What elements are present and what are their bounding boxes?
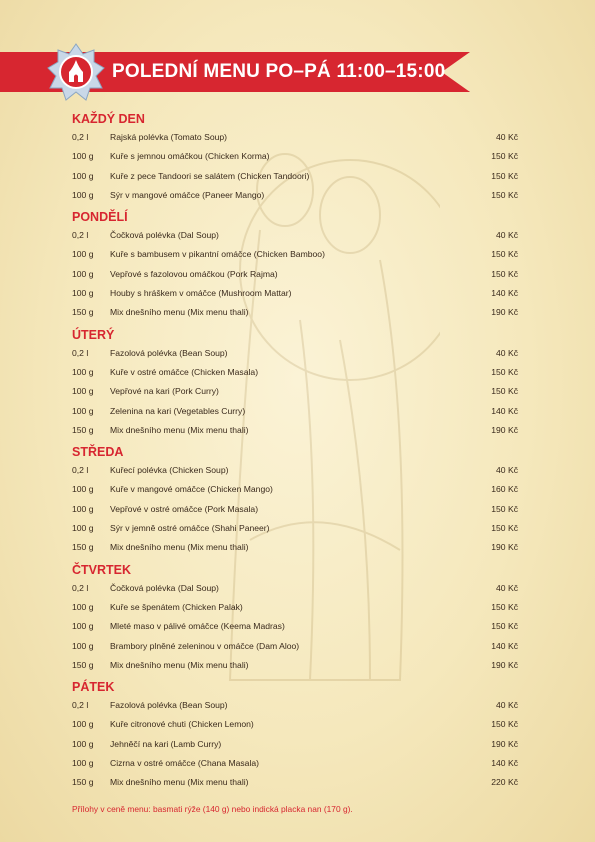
item-name: Kuře se špenátem (Chicken Palak) — [110, 601, 243, 612]
item-name: Kuře v mangové omáčce (Chicken Mango) — [110, 484, 273, 495]
day-heading: STŘEDA — [72, 445, 124, 460]
item-price: 150 Kč — [491, 386, 518, 397]
item-quantity: 100 g — [72, 366, 94, 377]
item-quantity: 100 g — [72, 189, 94, 200]
item-price: 150 Kč — [491, 249, 518, 260]
item-name: Vepřové s fazolovou omáčkou (Pork Rajma) — [110, 268, 278, 279]
item-price: 40 Kč — [496, 700, 518, 711]
item-quantity: 100 g — [72, 249, 94, 260]
item-price: 150 Kč — [491, 523, 518, 534]
item-price: 190 Kč — [491, 307, 518, 318]
item-quantity: 100 g — [72, 523, 94, 534]
item-name: Mix dnešního menu (Mix menu thali) — [110, 424, 249, 435]
item-name: Kuře z pece Tandoori se salátem (Chicken Tandoori) — [110, 170, 310, 181]
item-name: Kuřecí polévka (Chicken Soup) — [110, 465, 229, 476]
item-price: 190 Kč — [491, 738, 518, 749]
item-name: Kuře s jemnou omáčkou (Chicken Korma) — [110, 151, 270, 162]
item-name: Kuře s bambusem v pikantní omáčce (Chicken Bamboo) — [110, 249, 325, 260]
item-price: 40 Kč — [496, 230, 518, 241]
day-heading: ÚTERÝ — [72, 327, 115, 342]
item-quantity: 100 g — [72, 170, 94, 181]
menu-item — [72, 617, 518, 636]
item-quantity: 100 g — [72, 151, 94, 162]
item-name: Brambory plněné zeleninou v omáčce (Dam Aloo) — [110, 640, 300, 651]
menu-item — [72, 696, 518, 715]
day-heading: PONDĚLÍ — [72, 210, 128, 225]
item-price: 150 Kč — [491, 170, 518, 181]
item-quantity: 100 g — [72, 738, 94, 749]
menu-item — [72, 226, 518, 245]
item-quantity: 100 g — [72, 621, 94, 632]
item-quantity: 100 g — [72, 268, 94, 279]
item-name: Sýr v mangové omáčce (Paneer Mango) — [110, 189, 265, 200]
item-price: 150 Kč — [491, 621, 518, 632]
item-name: Rajská polévka (Tomato Soup) — [110, 132, 228, 142]
menu-item — [72, 598, 518, 617]
item-quantity: 150 g — [72, 424, 94, 435]
item-quantity: 100 g — [72, 484, 94, 495]
item-name: Mix dnešního menu (Mix menu thali) — [110, 307, 249, 318]
footer-note: Přílohy v ceně menu: basmati rýže (140 g) nebo indická placka nan (170 g). — [72, 804, 353, 814]
menu-item — [72, 579, 518, 598]
item-price: 140 Kč — [491, 405, 518, 416]
item-quantity: 0,2 l — [72, 132, 89, 142]
menu-item — [72, 363, 518, 382]
temple-lotus-icon — [46, 42, 106, 102]
item-name: Jehněčí na kari (Lamb Curry) — [110, 738, 222, 749]
menu-item — [72, 538, 518, 557]
item-price: 190 Kč — [491, 659, 518, 670]
item-price: 40 Kč — [496, 347, 518, 358]
item-quantity: 0,2 l — [72, 582, 89, 593]
item-price: 150 Kč — [491, 601, 518, 612]
menu-item — [72, 637, 518, 656]
item-price: 140 Kč — [491, 758, 518, 769]
page-title: POLEDNÍ MENU PO–PÁ 11:00–15:00 — [112, 61, 446, 82]
item-quantity: 0,2 l — [72, 465, 89, 476]
item-price: 40 Kč — [496, 582, 518, 593]
item-quantity: 150 g — [72, 542, 94, 553]
menu-item — [72, 715, 518, 734]
item-name: Kuře citronové chuti (Chicken Lemon) — [110, 719, 254, 730]
item-quantity: 0,2 l — [72, 347, 89, 358]
item-quantity: 100 g — [72, 405, 94, 416]
item-quantity: 100 g — [72, 758, 94, 769]
menu-item — [72, 461, 518, 480]
item-quantity: 0,2 l — [72, 230, 89, 241]
item-price: 40 Kč — [496, 465, 518, 476]
item-name: Fazolová polévka (Bean Soup) — [110, 700, 228, 711]
item-price: 220 Kč — [491, 777, 518, 788]
menu-item — [72, 284, 518, 303]
item-price: 160 Kč — [491, 484, 518, 495]
item-price: 150 Kč — [491, 503, 518, 514]
item-name: Fazolová polévka (Bean Soup) — [110, 347, 228, 358]
item-price: 40 Kč — [496, 132, 518, 142]
menu-item — [72, 344, 518, 363]
item-quantity: 100 g — [72, 503, 94, 514]
item-price: 150 Kč — [491, 719, 518, 730]
menu-list — [72, 107, 518, 793]
menu-item — [72, 167, 518, 186]
menu-item — [72, 421, 518, 440]
item-price: 190 Kč — [491, 424, 518, 435]
item-quantity: 150 g — [72, 659, 94, 670]
item-name: Čočková polévka (Dal Soup) — [110, 230, 219, 241]
menu-item — [72, 519, 518, 538]
item-quantity: 0,2 l — [72, 700, 89, 711]
menu-item — [72, 500, 518, 519]
item-name: Vepřové na kari (Pork Curry) — [110, 386, 219, 397]
item-name: Sýr v jemně ostré omáčce (Shahi Paneer) — [110, 523, 270, 534]
item-name: Cizrna v ostré omáčce (Chana Masala) — [110, 758, 260, 769]
menu-item — [72, 147, 518, 166]
item-price: 140 Kč — [491, 288, 518, 299]
item-name: Vepřové v ostré omáčce (Pork Masala) — [110, 503, 259, 514]
menu-item — [72, 656, 518, 675]
item-price: 150 Kč — [491, 268, 518, 279]
day-heading: KAŽDÝ DEN — [72, 112, 145, 126]
menu-item — [72, 773, 518, 792]
item-name: Mix dnešního menu (Mix menu thali) — [110, 542, 249, 553]
menu-item — [72, 402, 518, 421]
item-quantity: 100 g — [72, 288, 94, 299]
item-quantity: 100 g — [72, 386, 94, 397]
menu-item — [72, 245, 518, 264]
menu-item — [72, 754, 518, 773]
menu-item — [72, 265, 518, 284]
item-price: 140 Kč — [491, 640, 518, 651]
item-price: 190 Kč — [491, 542, 518, 553]
item-quantity: 150 g — [72, 307, 94, 318]
item-name: Čočková polévka (Dal Soup) — [110, 582, 219, 593]
item-quantity: 100 g — [72, 719, 94, 730]
item-name: Mix dnešního menu (Mix menu thali) — [110, 777, 249, 788]
menu-item — [72, 128, 518, 147]
item-name: Zelenina na kari (Vegetables Curry) — [110, 405, 246, 416]
item-price: 150 Kč — [491, 151, 518, 162]
menu-item — [72, 382, 518, 401]
item-name: Mleté maso v pálivé omáčce (Keema Madras) — [110, 621, 285, 632]
item-name: Mix dnešního menu (Mix menu thali) — [110, 659, 249, 670]
item-quantity: 100 g — [72, 640, 94, 651]
item-price: 150 Kč — [491, 366, 518, 377]
item-name: Kuře v ostré omáčce (Chicken Masala) — [110, 366, 259, 377]
item-name: Houby s hráškem v omáčce (Mushroom Mattar) — [110, 288, 292, 299]
item-quantity: 150 g — [72, 777, 94, 788]
day-heading: ČTVRTEK — [72, 562, 132, 577]
item-quantity: 100 g — [72, 601, 94, 612]
menu-item — [72, 735, 518, 754]
item-price: 150 Kč — [491, 189, 518, 200]
menu-item — [72, 186, 518, 205]
menu-item — [72, 480, 518, 499]
day-heading: PÁTEK — [72, 680, 115, 695]
menu-item — [72, 303, 518, 322]
